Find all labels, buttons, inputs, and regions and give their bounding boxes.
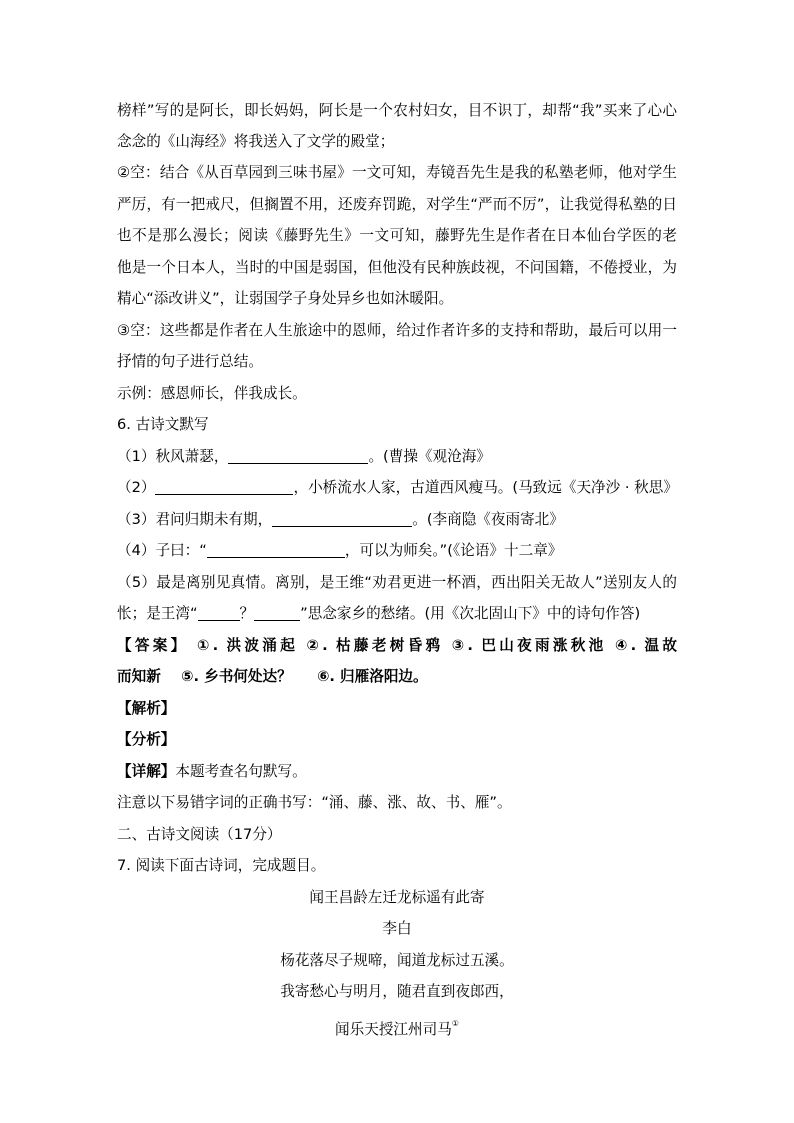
question-6-1 [117,447,677,467]
question-text: ”思念家乡的愁绪。(用《次北固山下》中的诗句作答) [300,605,641,622]
poem-title: 闻王昌龄左迁龙标遥有此寄 [309,889,485,906]
answer-item: ⑥. 归雁洛阳边。 [317,668,428,685]
answer-item: ③. 巴山夜雨涨秋池 [451,637,607,654]
question-text: 。(李商隐《夜雨寄北》 [412,511,564,528]
answer-blank [254,606,300,621]
poem-text: 闻乐天授江州司马 [335,1021,452,1038]
poem-line [117,1014,677,1038]
footnote-marker: ① [451,1019,459,1028]
answer-blank [272,512,412,527]
question-6-4 [117,541,677,561]
answer-item: ④. 温故 [614,637,677,654]
question-6-2 [117,478,677,498]
answer-blank [155,480,293,495]
question-6-heading: 6. 古诗文默写 [117,416,209,433]
answer-label: 【答案】 [117,637,189,654]
answer-row [117,636,677,656]
text-line: ③空：这些都是作者在人生旅途中的恩师，给过作者许多的支持和帮助，最后可以用一 [117,322,677,339]
question-text: （1）秋风萧瑟， [117,448,229,465]
text-line: 他是一个日本人，当时的中国是弱国，但他没有民种族歧视，不问国籍，不倦授业，为 [117,259,677,276]
analysis-subheading: 【分析】 [117,731,176,748]
analysis-heading: 【解析】 [117,700,176,717]
question-text: （4）子曰：“ [117,542,207,559]
text-line: 精心“添改讲义”，让弱国学子身处异乡也如沐暖阳。 [117,290,454,307]
answer-blank [228,449,368,464]
poem-line: 杨花落尽子规啼，闻道龙标过五溪。 [280,952,514,969]
answer-item: ⑤. 乡书何处达？ [181,668,292,685]
question-text: （2） [117,479,156,496]
text-line: 注意以下易错字词的正确书写：“涌、藤、涨、故、书、雁”。 [117,794,512,811]
text-line: 榜样”写的是阿长，即长妈妈，阿长是一个农村妇女，目不识丁，却帮“我”买来了心心 [117,102,677,119]
answer-blank [198,606,240,621]
question-text: ，小桥流水人家，古道西风瘦马。(马致远《天净沙 · 秋思》 [293,479,678,496]
text-line: 示例：感恩师长，伴我成长。 [117,385,307,402]
poem-author: 李白 [382,920,412,937]
answer-blank [207,543,345,558]
poem-line: 我寄愁心与明月，随君直到夜郎西， [280,983,514,1000]
question-6-5-cont [117,604,677,624]
question-6-5: （5）最是离别见真情。离别，是王维“劝君更进一杯酒，西出阳关无故人”送别友人的 [117,574,677,591]
detail-line [117,762,677,782]
answer-item: ②. 枯藤老树昏鸦 [306,637,444,654]
question-6-3 [117,510,677,530]
detail-label: 【详解】 [117,763,176,780]
text-line: 抒情的句子进行总结。 [117,353,263,370]
question-7-heading: 7. 阅读下面古诗词，完成题目。 [117,857,326,874]
section-heading: 二、古诗文阅读（17分） [117,826,282,843]
text-line: 严厉，有一把戒尺，但搁置不用，还废弃罚跪，对学生“严而不厉”，让我觉得私塾的日 [117,196,677,213]
text-line: ②空：结合《从百草园到三味书屋》一文可知，寿镜吾先生是我的私塾老师，他对学生 [117,164,677,181]
answer-item: ①. 洪波涌起 [196,637,299,654]
text-line: 念念的《山海经》将我送入了文学的殿堂； [117,133,395,150]
question-text: 怅；是王湾“ [117,605,198,622]
question-text: ，可以为师矣。”(《论语》十二章》 [344,542,563,559]
answer-row-cont [117,667,677,687]
detail-text: 本题考查名句默写。 [175,763,307,780]
question-text: （3）君问归期未有期， [117,511,273,528]
answer-item: 而知新 [117,668,161,685]
question-text: 。(曹操《观沧海》 [368,448,491,465]
text-line: 也不是那么漫长；阅读《藤野先生》一文可知，藤野先生是作者在日本仙台学医的老 [117,227,677,244]
question-text: ？ [239,605,255,622]
